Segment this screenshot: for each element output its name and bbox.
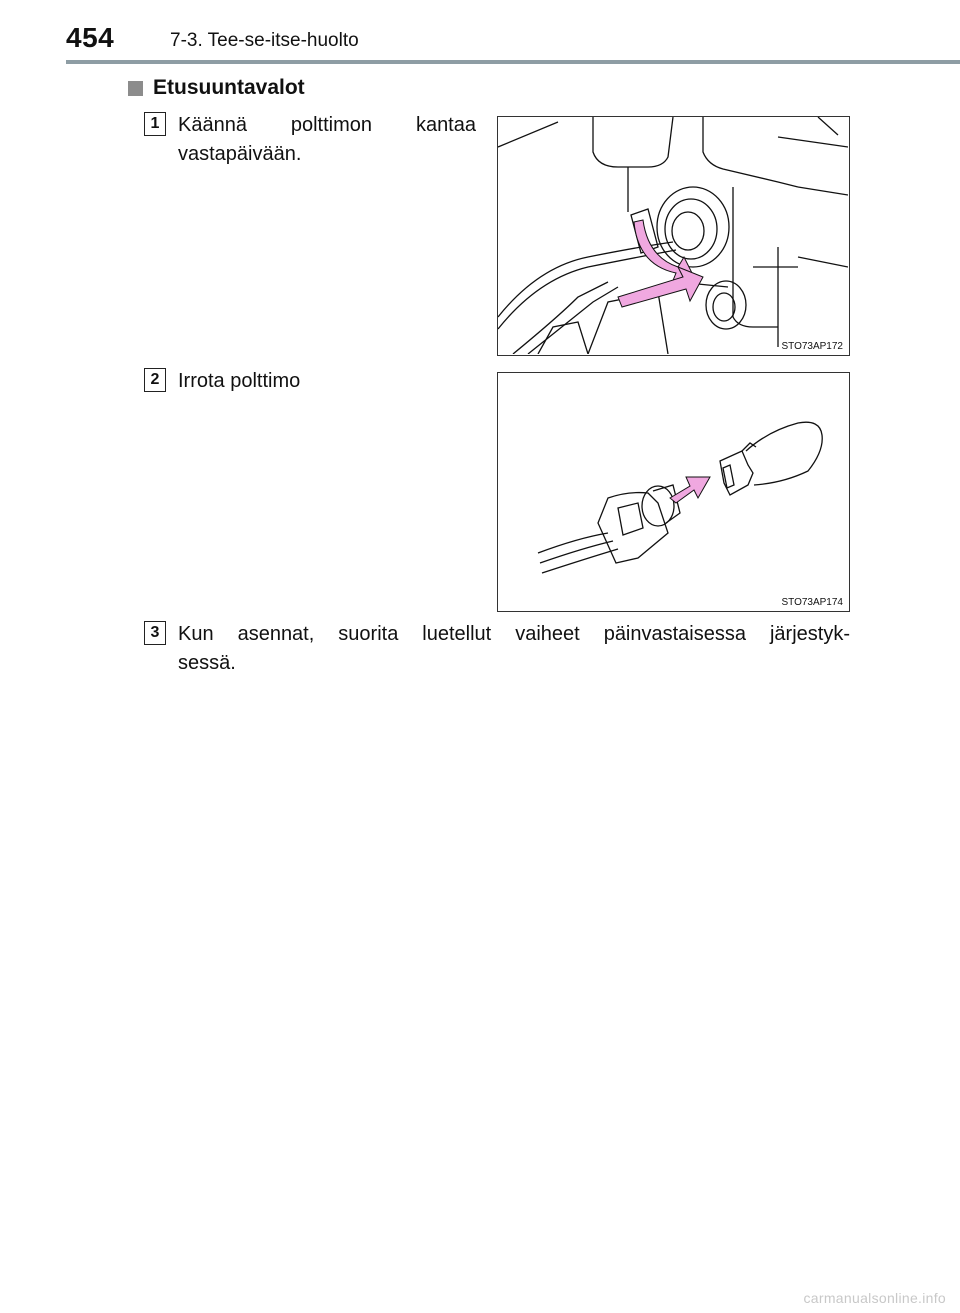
chapter-title: 7-3. Tee-se-itse-huolto [170,30,359,51]
page-header [0,0,960,70]
step-3-badge: 3 [144,621,166,645]
illustration-bulb-removal [498,373,848,610]
step-1-text [178,111,476,169]
step-2-text: Irrota polttimo [178,370,301,392]
figure-remove-bulb [497,372,850,612]
figure-2-code: STO73AP174 [781,597,843,608]
section-title: Etusuuntavalot [153,76,305,99]
step-3-text [178,620,850,678]
step-3-text-line1: Kun asennat, suorita luetellut vaiheet päinvastaisessa järjestyk- [178,623,850,645]
step-2-badge: 2 [144,368,166,392]
step-1-text-line2: vastapäivään. [178,143,302,165]
header-rule [66,60,960,64]
figure-turn-bulb-socket [497,116,850,356]
illustration-headlamp-socket [498,117,848,354]
figure-1-code: STO73AP172 [781,341,843,352]
step-1-badge: 1 [144,112,166,136]
square-bullet-icon [128,81,143,96]
watermark: carmanualsonline.info [803,1290,946,1306]
page-number: 454 [66,22,115,53]
step-1-text-line1: Käännä polttimon kantaa [178,114,476,136]
step-3-text-line2: sessä. [178,652,236,674]
section-heading [128,74,305,102]
